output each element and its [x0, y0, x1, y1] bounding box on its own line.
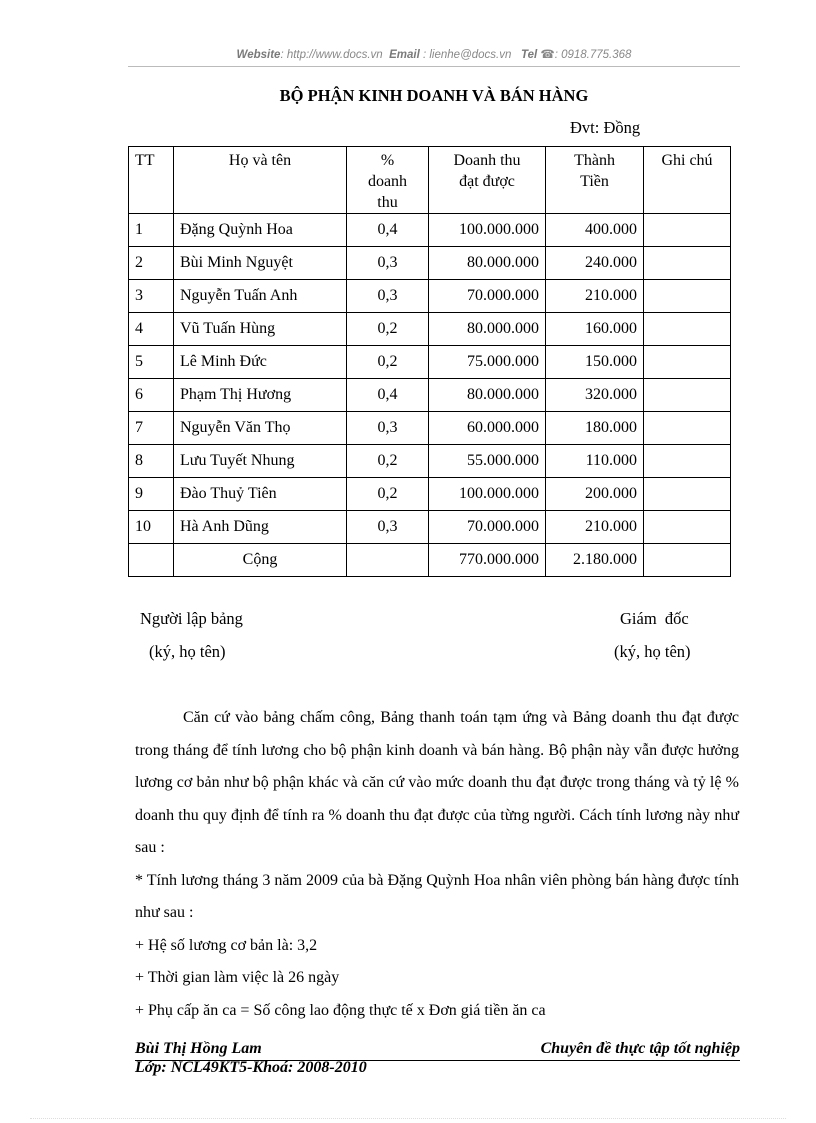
table-row: 10 Hà Anh Dũng 0,3 70.000.000 210.000: [129, 511, 731, 544]
body-text: [135, 702, 739, 1027]
website-value: : http://www.docs.vn: [280, 49, 383, 61]
table-row: 3 Nguyễn Tuấn Anh 0,3 70.000.000 210.000: [129, 280, 731, 313]
body-paragraph-2: * Tính lương tháng 3 năm 2009 của bà Đặng Quỳnh Hoa nhân viên phòng bán hàng được tính như sau :: [135, 871, 739, 921]
header-tt: TT: [129, 147, 174, 214]
director-sign-note: (ký, họ tên): [614, 642, 691, 661]
phone-icon: ☎: [540, 49, 555, 61]
header-amount: Thành Tiền: [546, 147, 644, 214]
table-row: 2 Bùi Minh Nguyệt 0,3 80.000.000 240.000: [129, 247, 731, 280]
total-label: Cộng: [174, 544, 347, 577]
table-row: 1 Đặng Quỳnh Hoa 0,4 100.000.000 400.000: [129, 214, 731, 247]
table-row: 8 Lưu Tuyết Nhung 0,2 55.000.000 110.000: [129, 445, 731, 478]
table-header-row: [129, 147, 731, 214]
header-note: Ghi chú: [644, 147, 731, 214]
body-line-3: + Phụ cấp ăn ca = Số công lao động thực tế x Đơn giá tiền ăn ca: [135, 1001, 546, 1019]
revenue-table: [128, 146, 731, 577]
body-line-1: + Hệ số lương cơ bản là: 3,2: [135, 936, 318, 954]
body-paragraph-1: Căn cứ vào bảng chấm công, Bảng thanh toán tạm ứng và Bảng doanh thu đạt được trong tháng để tính lương cho bộ phận kinh doanh và bán hàng. Bộ phận này vẫn được hưởng lương cơ bản như bộ phận khác và căn cứ vào mức doanh thu đạt được trong tháng và tỷ lệ % doanh thu quy định để tính ra % doanh thu đạt được của từng người. Cách tính lương này như sau :: [135, 709, 739, 856]
page-header: [128, 47, 740, 61]
table-row: 5 Lê Minh Đức 0,2 75.000.000 150.000: [129, 346, 731, 379]
total-amount: 2.180.000: [546, 544, 644, 577]
footer-topic: Chuyên đề thực tập tốt nghiệp: [540, 1040, 740, 1057]
header-revenue: Doanh thu đạt được: [429, 147, 546, 214]
table-total-row: [129, 544, 731, 577]
tel-label: Tel: [520, 49, 538, 61]
header-name: Họ và tên: [174, 147, 347, 214]
director-title: Giám đốc: [620, 609, 689, 628]
tel-value: : 0918.775.368: [554, 49, 632, 61]
footer-class-info: Lớp: NCL49KT5-Khoá: 2008-2010: [135, 1059, 367, 1076]
unit-label: Đvt: Đồng: [570, 118, 641, 137]
website-label: Website: [236, 49, 281, 61]
preparer-title: Người lập bảng: [140, 609, 243, 628]
page-title: BỘ PHẬN KINH DOANH VÀ BÁN HÀNG: [279, 86, 589, 105]
table-row: 7 Nguyễn Văn Thọ 0,3 60.000.000 180.000: [129, 412, 731, 445]
preparer-sign-note: (ký, họ tên): [149, 642, 226, 661]
total-revenue: 770.000.000: [429, 544, 546, 577]
table-row: 4 Vũ Tuấn Hùng 0,2 80.000.000 160.000: [129, 313, 731, 346]
footer-line: [135, 1040, 740, 1061]
table-row: 9 Đào Thuỷ Tiên 0,2 100.000.000 200.000: [129, 478, 731, 511]
email-value: : lienhe@docs.vn: [422, 49, 512, 61]
email-label: Email: [389, 49, 420, 61]
header-divider: [128, 66, 740, 67]
table-row: 6 Phạm Thị Hương 0,4 80.000.000 320.000: [129, 379, 731, 412]
body-line-2: + Thời gian làm việc là 26 ngày: [135, 969, 340, 986]
header-pct: % doanh thu: [347, 147, 429, 214]
footer-author: Bùi Thị Hồng Lam: [135, 1040, 262, 1057]
bottom-divider: [30, 1118, 786, 1119]
